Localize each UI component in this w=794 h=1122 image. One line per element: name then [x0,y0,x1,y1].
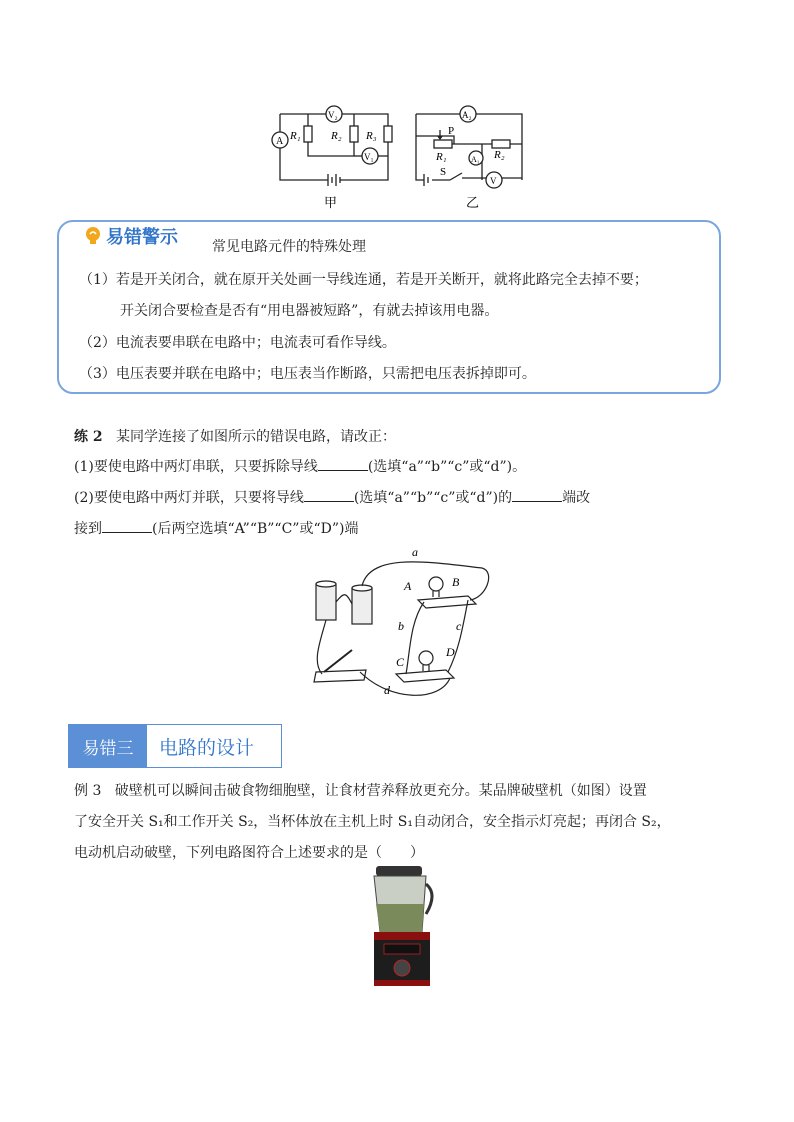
q2-text-d: 接到 [74,521,102,537]
wire-a-label: a [412,545,418,559]
section-title: 电路的设计 [159,736,255,759]
wiring-figure [300,542,500,702]
warning-badge [78,223,184,249]
q2-text-c: 端改 [562,490,591,506]
wire-d-label: d [384,683,390,697]
switch-label: S [440,166,447,178]
terminal-C-label: C [396,655,405,669]
example3-text1: 破壁机可以瞬间击破食物细胞壁，让食材营养释放更充分。某品牌破壁机（如图）设置 [114,783,647,799]
exercise2-q2 [74,487,590,507]
warning-item-2: （2）电流表要串联在电路中；电流表可看作导线。 [79,335,396,351]
blender-image [364,864,440,988]
q2-text-b: (选填“a”“b”“c”或“d”)的 [353,490,513,506]
warning-title: 易错警示 [106,227,178,248]
r2-label-yi: R₂ [494,149,505,161]
wire-b-label: b [398,619,404,633]
r1-label-yi: R₁ [436,151,447,163]
q2-blank-1[interactable] [304,489,354,502]
exercise2-q1 [74,456,526,476]
exercise2-text: 某同学连接了如图所示的错误电路，请改正： [115,429,396,445]
example3-line1 [74,780,647,800]
slider-label: P [448,125,455,137]
q1-blank[interactable] [318,458,368,471]
section-header [68,724,282,768]
a2-symbol: A₂ [462,110,472,120]
exercise2-label: 练 2 [74,429,103,445]
q2-text-a: (2)要使电路中两灯并联，只要将导线 [74,490,304,506]
jia-caption: 甲 [324,195,338,210]
example3-line2: 了安全开关 S₁和工作开关 S₂，当杯体放在主机上时 S₁自动闭合，安全指示灯亮起；再闭合 S₂， [74,814,671,830]
r1-label: R₁ [290,130,301,142]
q2-blank-2[interactable] [512,489,562,502]
q2-text-e: (后两空选填“A”“B”“C”或“D”)端 [152,521,359,537]
wire-c-label: c [456,619,462,633]
r3-label: R₃ [366,130,377,142]
section-tag: 易错三 [69,725,147,767]
voltmeter-top-symbol: V₂ [328,110,338,120]
warning-subtitle: 常见电路元件的特殊处理 [212,239,366,255]
q1-text-a: (1)要使电路中两灯串联，只要拆除导线 [74,459,318,475]
v-symbol: V [490,176,497,186]
a1-symbol: A₁ [471,155,480,164]
q1-text-b: (选填“a”“b”“c”或“d”)。 [367,459,527,475]
lightbulb-icon [84,226,102,246]
example3-label: 例 3 [74,783,102,799]
terminal-B-label: B [452,575,460,589]
r2-label: R₂ [331,130,342,142]
circuit-jia-figure [262,100,402,210]
circuit-yi-figure [410,100,540,210]
voltmeter-right-symbol: V₁ [364,152,374,162]
warning-item-3: （3）电压表要并联在电路中；电压表当作断路，只需把电压表拆掉即可。 [79,366,536,382]
example3-line3: 电动机启动破壁，下列电路图符合上述要求的是（ ） [74,845,424,861]
ammeter-symbol: A [276,136,284,147]
yi-caption: 乙 [466,195,480,210]
terminal-A-label: A [404,579,412,593]
q2-blank-3[interactable] [102,520,152,533]
terminal-D-label: D [446,645,455,659]
warning-item-1: （1）若是开关闭合，就在原开关处画一导线连通，若是开关断开，就将此路完全去掉不要； [79,272,648,288]
exercise2-stem [74,426,396,446]
warning-item-1-cont: 开关闭合要检查是否有“用电器被短路”，有就去掉该用电器。 [120,303,499,319]
exercise2-q2-cont [74,518,358,538]
